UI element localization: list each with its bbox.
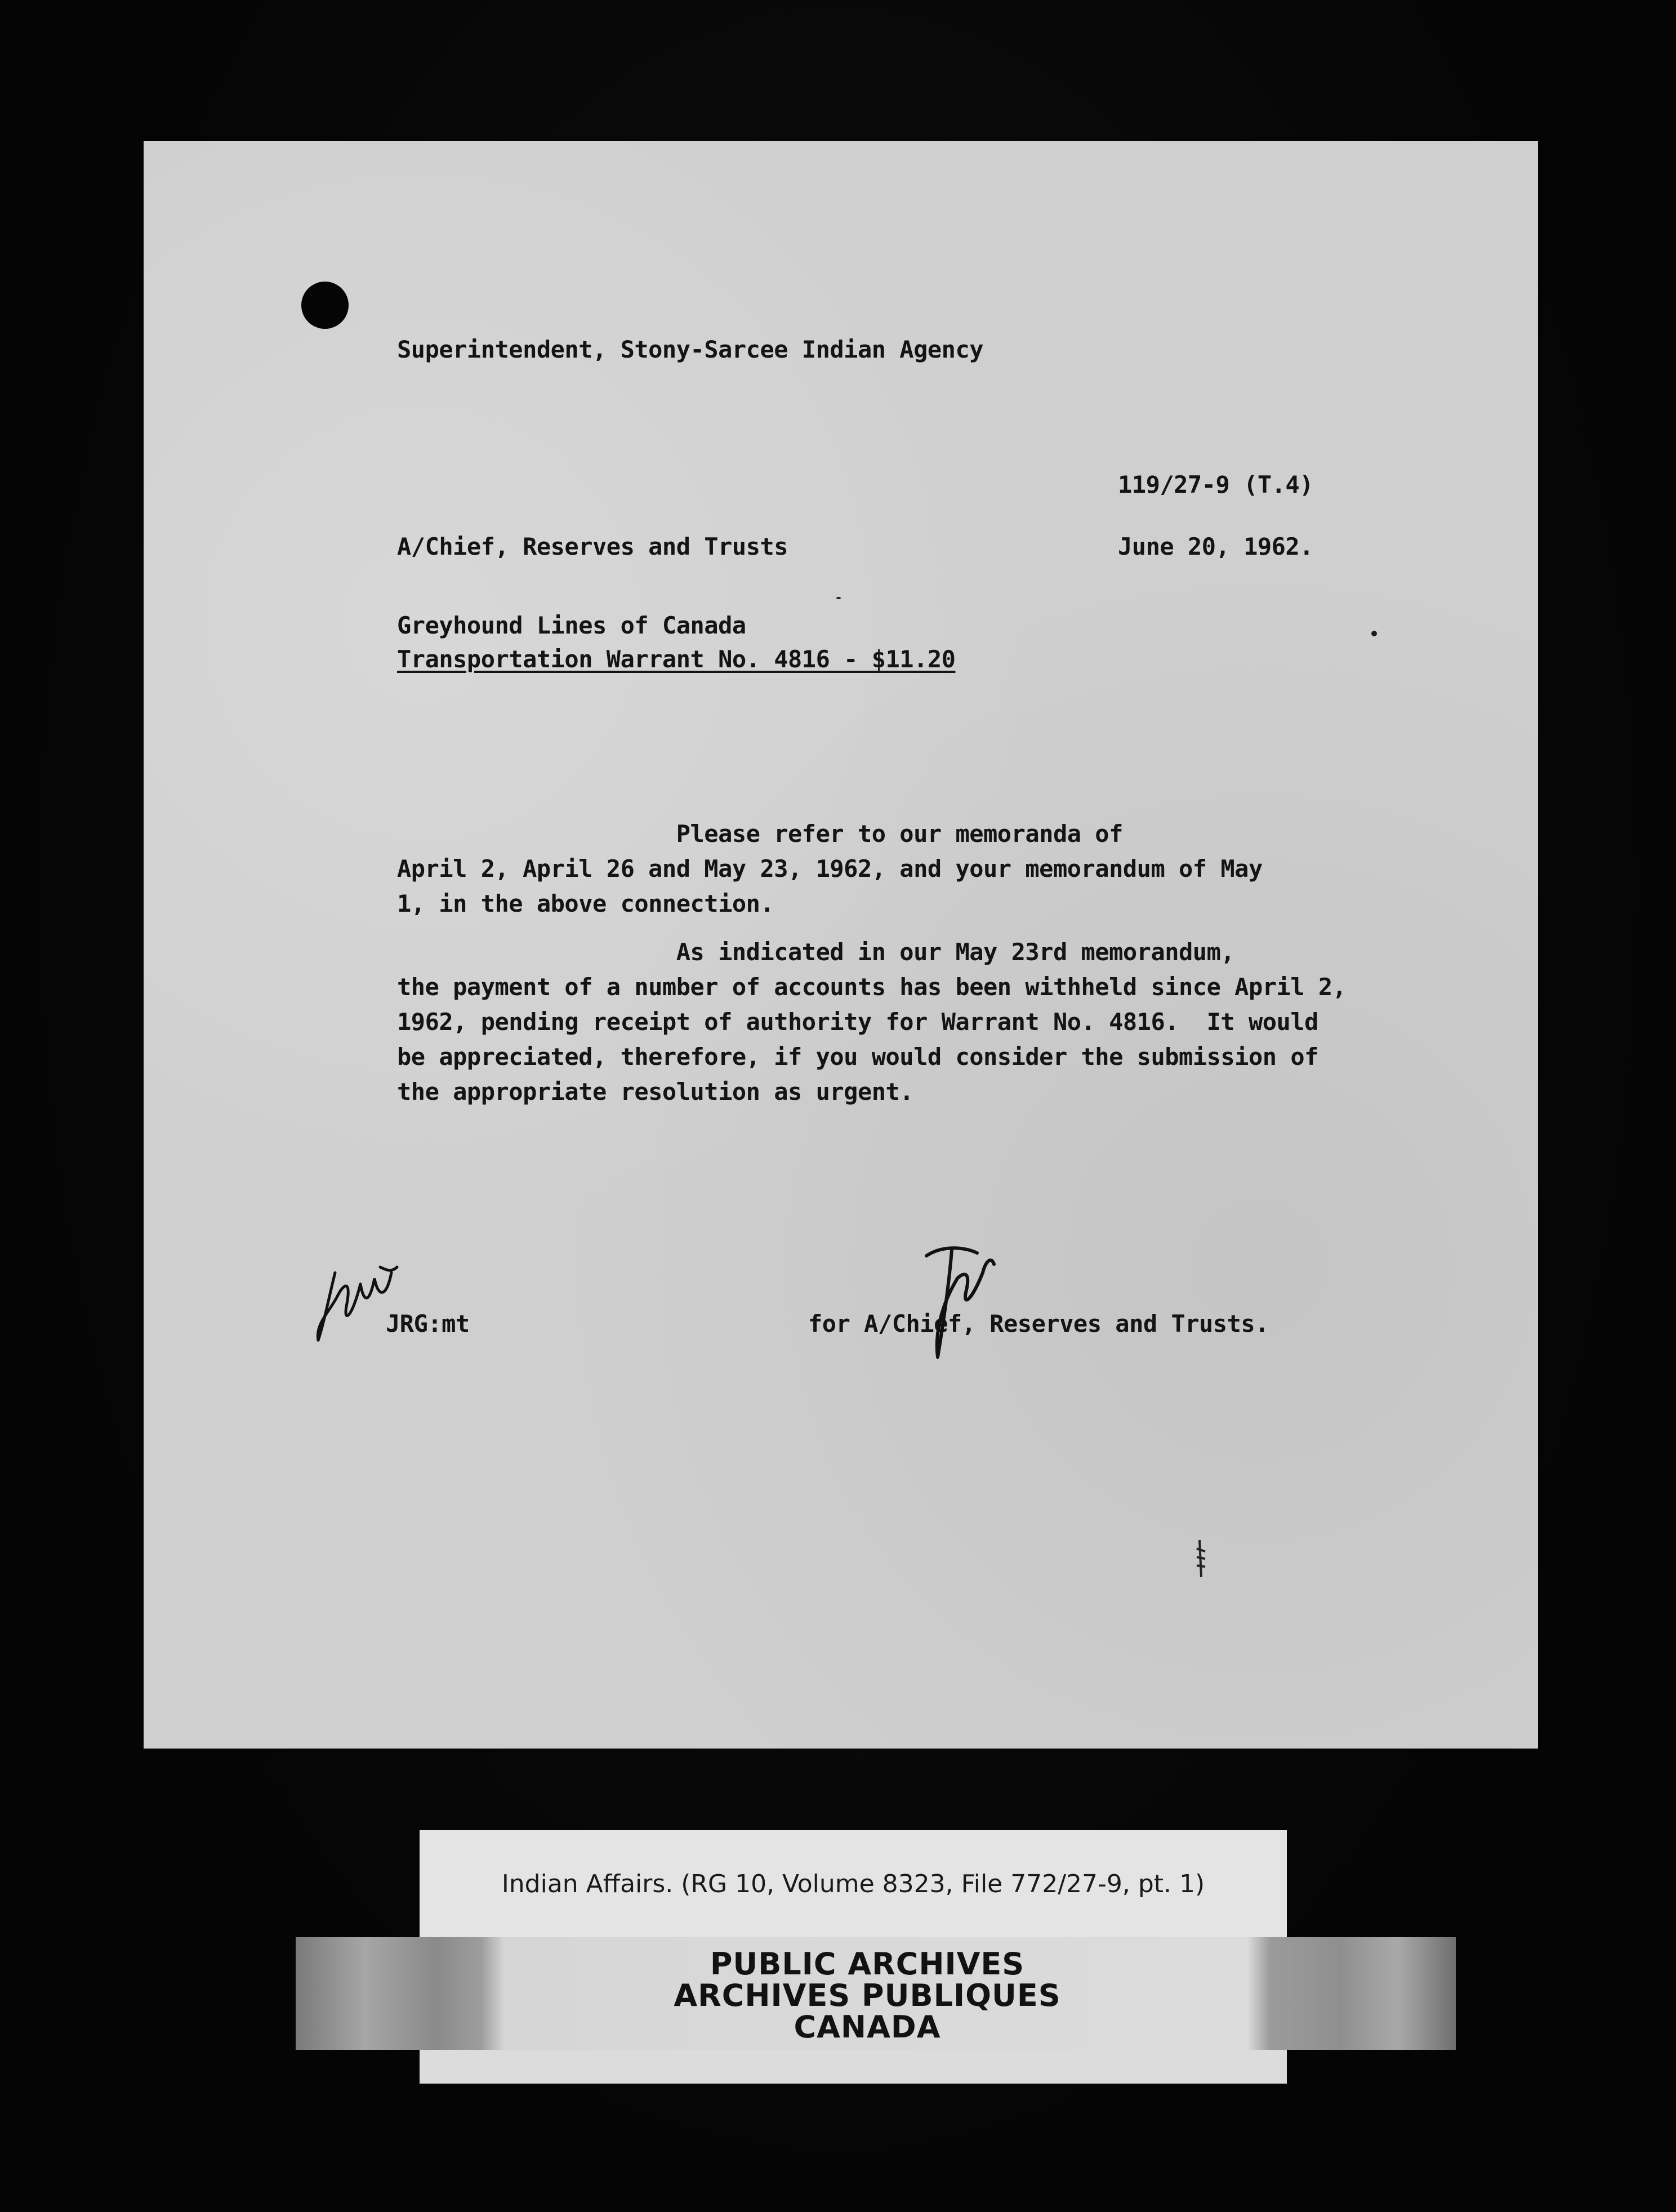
stamp-line-2: ARCHIVES PUBLIQUES	[674, 1978, 1061, 2013]
stamp-line-3: CANADA	[794, 2009, 941, 2045]
memo-date: June 20, 1962.	[1118, 533, 1314, 560]
memo-page	[144, 141, 1538, 1749]
stamp-line-1: PUBLIC ARCHIVES	[710, 1946, 1025, 1982]
handwritten-signature	[910, 1239, 1000, 1366]
pencil-mark	[1191, 1537, 1214, 1585]
archive-citation-label	[420, 1830, 1287, 1937]
subject-line-2: Transportation Warrant No. 4816 - $11.20	[397, 645, 956, 673]
subject-line-1: Greyhound Lines of Canada	[397, 612, 746, 639]
body-paragraph-1: Please refer to our memoranda of April 2, April 26 and May 23, 1962, and your memorandum of May 1, in the above connection.	[397, 820, 1263, 917]
archive-citation-text: Indian Affairs. (RG 10, Volume 8323, File 772/27-9, pt. 1)	[501, 1869, 1205, 1898]
paper-speck	[836, 597, 841, 599]
signoff-line: for A/Chief, Reserves and Trusts.	[808, 1310, 1269, 1337]
body-paragraph-2: As indicated in our May 23rd memorandum, the payment of a number of accounts has been withheld since April 2, 1962, pending receipt of authority for Warrant No. 4816. It would be appreciated, therefore, if you would consider the submission of the appropriate resolution as urgent.	[397, 938, 1347, 1105]
archive-stamp	[563, 1948, 1171, 2044]
punch-hole	[301, 282, 349, 329]
memo-addressee: Superintendent, Stony-Sarcee Indian Agency	[397, 336, 984, 363]
paper-speck	[1371, 631, 1377, 636]
typed-initials: JRG:mt	[386, 1310, 470, 1337]
memo-from: A/Chief, Reserves and Trusts	[397, 533, 788, 560]
file-reference: 119/27-9 (T.4)	[1118, 471, 1314, 498]
archive-label-bottom-edge	[420, 2050, 1287, 2084]
